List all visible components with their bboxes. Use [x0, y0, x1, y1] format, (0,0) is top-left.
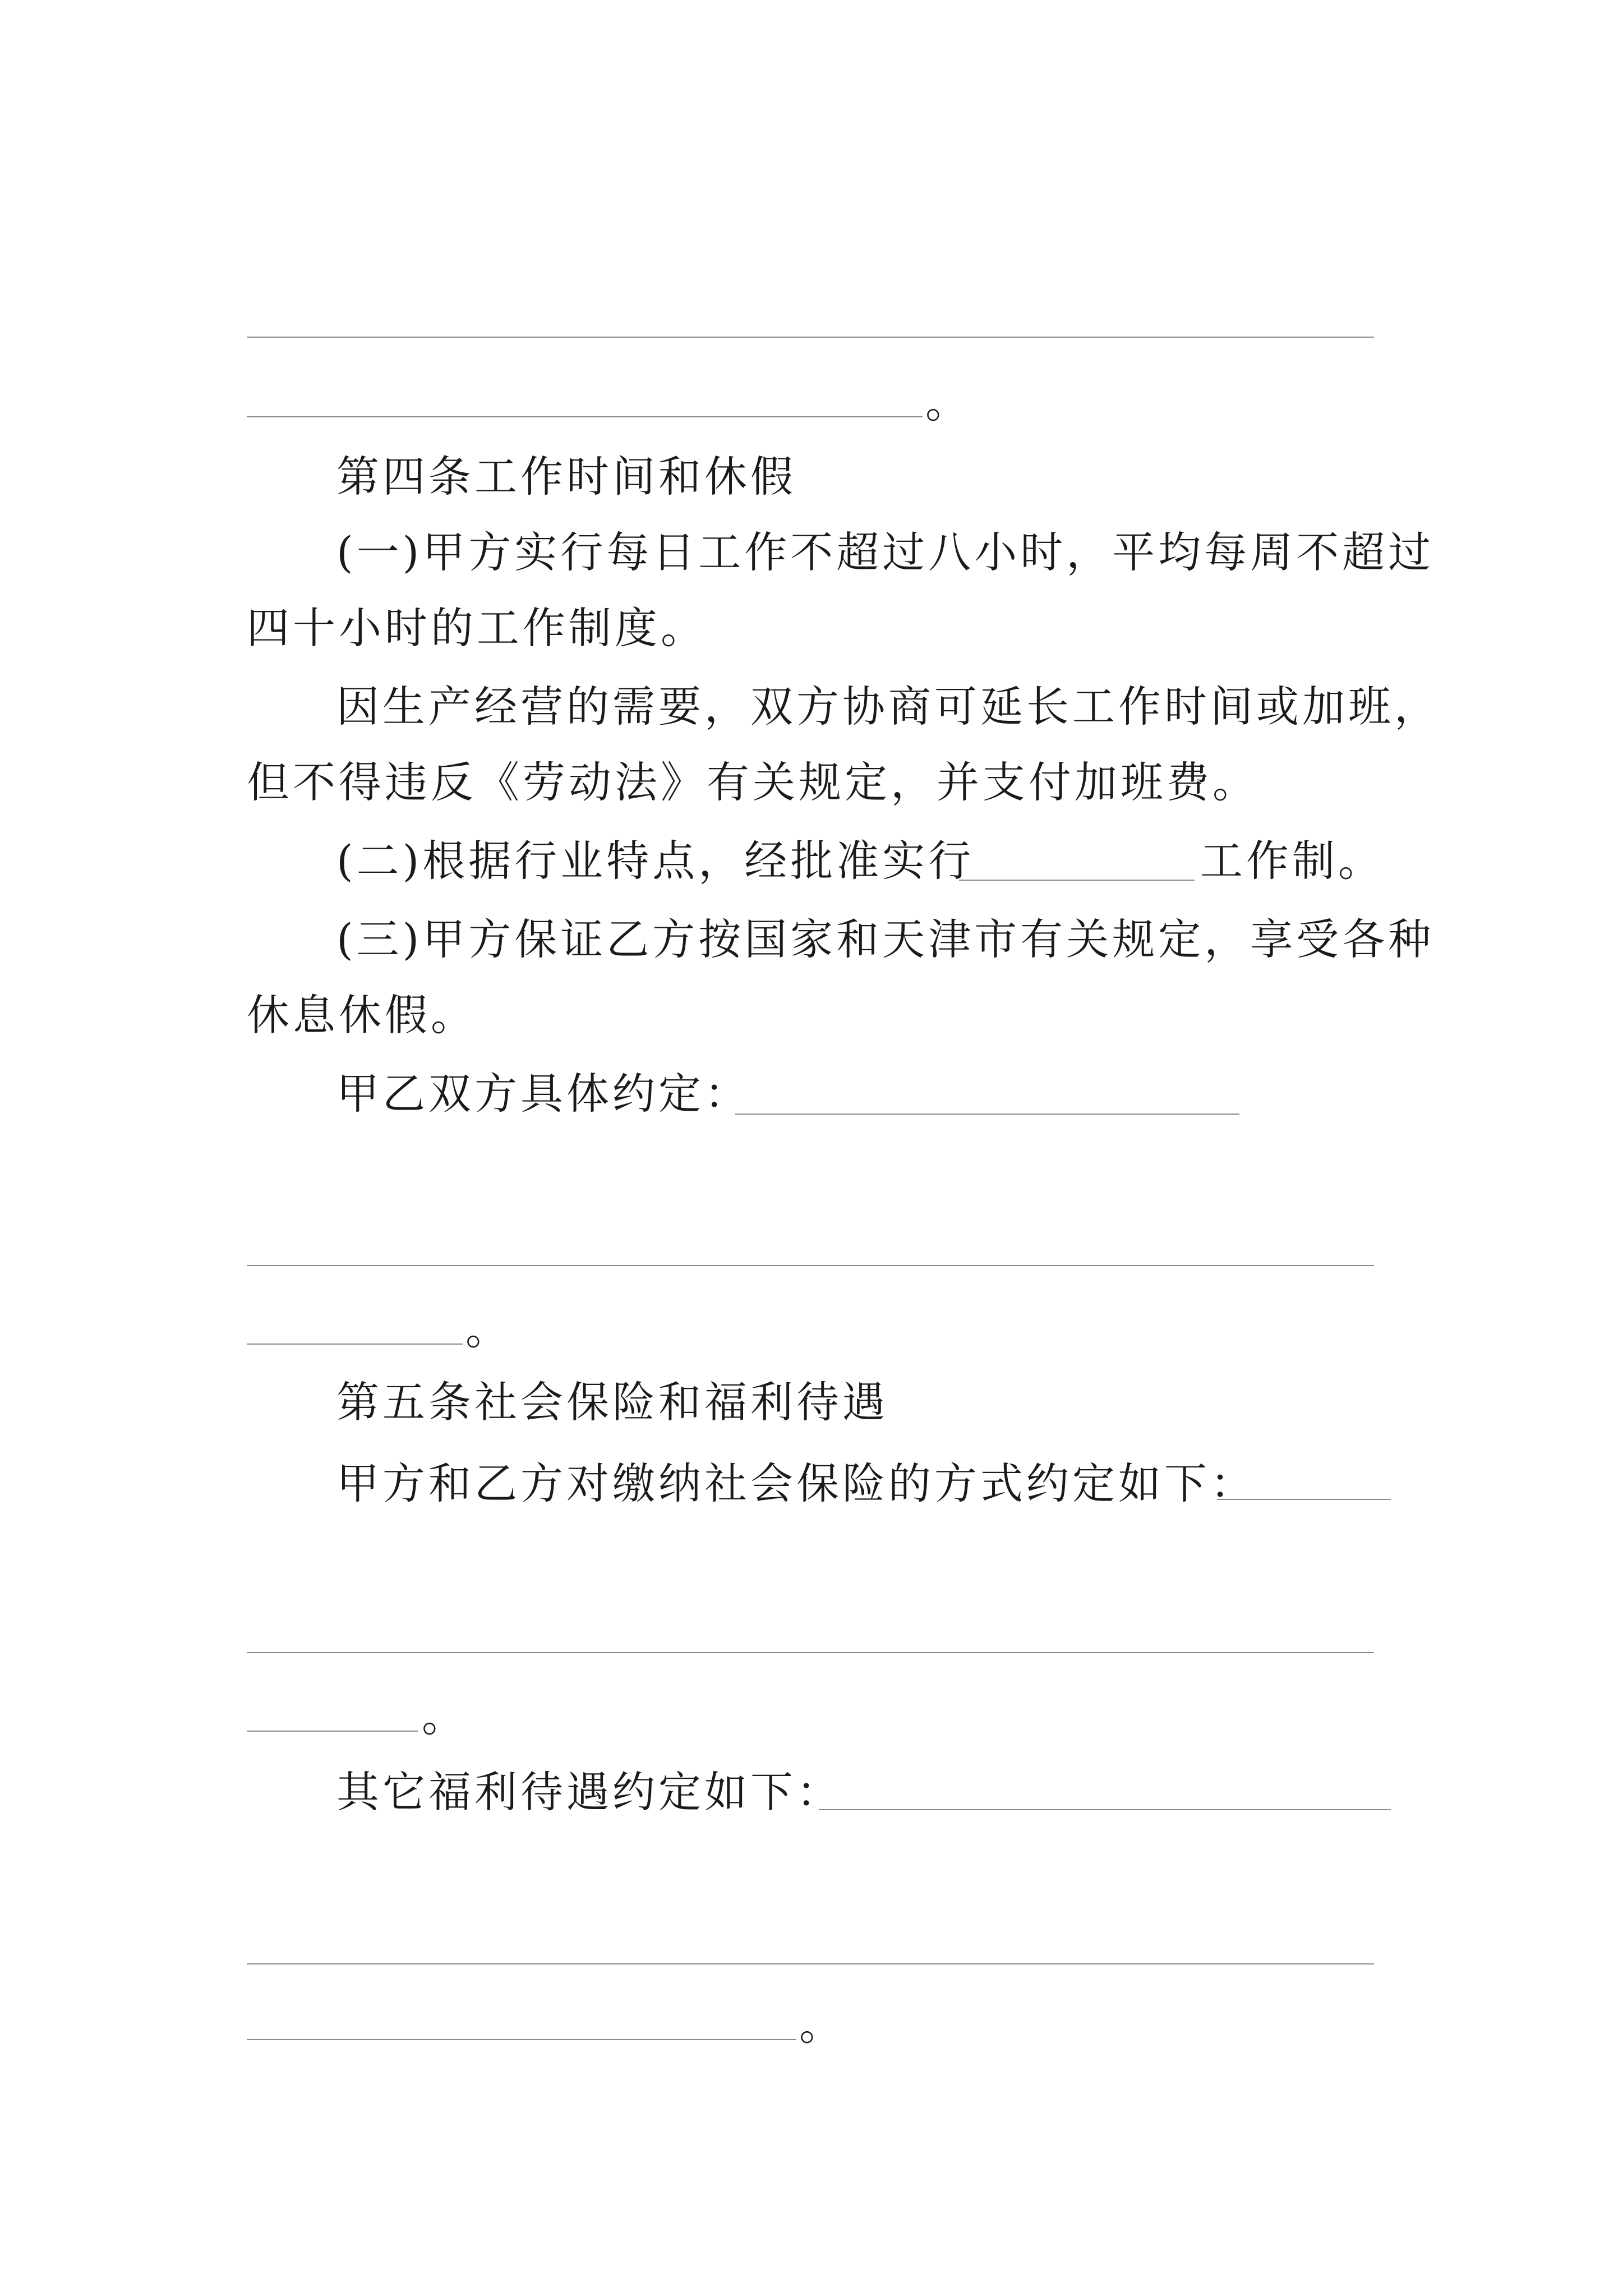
insurance-blank-2[interactable]: [247, 1652, 1374, 1653]
article-4-para-4-line-2: 休息休假。: [247, 990, 477, 1040]
agreement-blank-3[interactable]: [247, 1343, 463, 1345]
agreement-label: 甲乙双方具体约定：: [336, 1069, 750, 1119]
article-4-para-1-line-2: 四十小时的工作制度。: [247, 603, 707, 653]
article-5-title: 第五条社会保险和福利待遇: [336, 1377, 888, 1427]
blank-line-top-1[interactable]: [247, 337, 1374, 338]
article-4-para-3-suffix: 工作制。: [1200, 836, 1384, 886]
agreement-blank-2[interactable]: [247, 1265, 1374, 1266]
welfare-label: 其它福利待遇约定如下：: [336, 1767, 842, 1817]
agreement-blank-1[interactable]: [735, 1114, 1239, 1115]
article-4-para-1-line-1: (一)甲方实行每日工作不超过八小时，平均每周不超过: [336, 527, 1435, 577]
insurance-label: 甲方和乙方对缴纳社会保险的方式约定如下：: [336, 1458, 1256, 1508]
period-mark: 。: [422, 1691, 464, 1741]
insurance-blank-1[interactable]: [1217, 1499, 1391, 1500]
article-4-para-2-line-2: 但不得违反《劳动法》有关规定，并支付加班费。: [247, 757, 1258, 807]
period-mark: 。: [465, 1304, 508, 1354]
welfare-blank-2[interactable]: [247, 1963, 1374, 1964]
welfare-blank-3[interactable]: [247, 2039, 796, 2040]
insurance-blank-3[interactable]: [247, 1731, 418, 1732]
period-mark: 。: [799, 2000, 842, 2050]
blank-line-top-2[interactable]: [247, 416, 923, 417]
article-4-para-3-prefix: (二)根据行业特点，经批准实行: [336, 836, 975, 886]
welfare-blank-1[interactable]: [819, 1809, 1391, 1810]
period-mark: 。: [925, 378, 968, 427]
article-4-para-4-line-1: (三)甲方保证乙方按国家和天津市有关规定，享受各种: [336, 914, 1435, 964]
article-4-title: 第四条工作时间和休假: [336, 452, 796, 501]
article-4-para-2-line-1: 因生产经营的需要，双方协商可延长工作时间或加班，: [336, 682, 1440, 731]
work-system-blank[interactable]: [959, 880, 1195, 881]
